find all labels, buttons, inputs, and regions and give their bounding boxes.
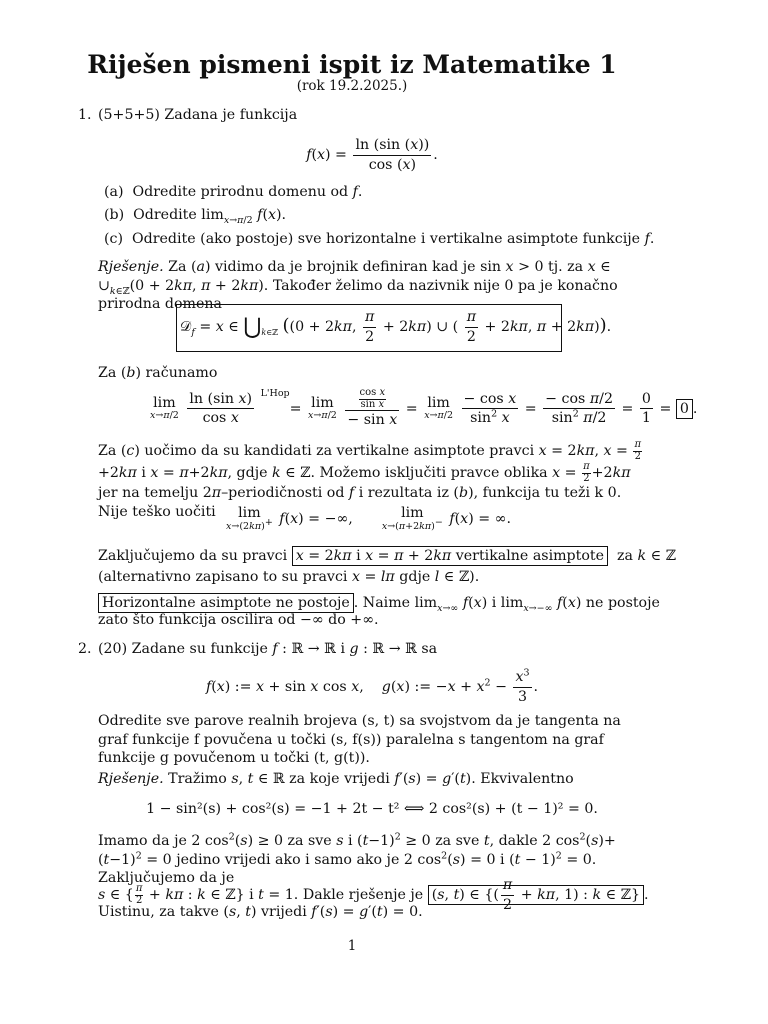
- horizontal-asymptote-box: Horizontalne asimptote ne postoje: [98, 593, 354, 613]
- problem2-functions: f(x) := x + sin x cos x, g(x) := $-x + x^2$ − $\frac{x^3}{3}$ .: [205, 667, 539, 705]
- problem1-function: f(x) = $\frac{\ln (\sin (x))}{\cos (x)}$ .: [306, 137, 438, 173]
- limit-computation: lim x→π/2 $\frac{\text{ln (sin x)}}{\text{cos x}}$ $^{L'Hop}$= lim x→π/2 $\frac{\frac{\text{cos x}}{\text{sin x}}}{\text{− sin x}}$ = lim x→π/2 $\frac{\text{− cos x}}{\sin^2 x}$ = $\frac{\text{− cos π/2}}{\sin^2 \pi/2}$ = $\frac{0}{1}$ = 0 .: [150, 387, 698, 428]
- answer-box: (s, t) ∈ {( $\frac{\pi}{2}$ + kπ, 1) : k ∈ ℤ}: [428, 885, 644, 905]
- exam-date: (rok 19.2.2025.): [296, 78, 408, 94]
- oscillation-note: zato što funkcija oscilira od −∞ do +∞.: [98, 612, 379, 628]
- problem2-equation: 1 − sin²(s) + cos²(s) = −1 + 2t − t² ⟺ 2 cos²(s) + (t − 1)² = 0.: [146, 801, 598, 817]
- page-number: 1: [347, 938, 357, 954]
- problem2-solution-intro: Rješenje. Tražimo s, t ∈ ℝ za koje vrijedi f′(s) = g′(t). Ekvivalentno: [98, 771, 574, 787]
- problem1-part-c: (c) Odredite (ako postoje) sve horizontalne i vertikalne asimptote funkcije f.: [104, 231, 655, 247]
- one-sided-limits: lim x→(2kπ)+ f(x) = −∞, lim x→(π+2kπ)− f(x) = ∞.: [226, 505, 511, 532]
- problem1-intro: (5+5+5) Zadana je funkcija: [98, 107, 298, 123]
- domain-formula: 𝒟$_f$ = x ∈ $⋃_{k\in ℤ}$ ((0 + 2kπ, $\frac{\pi}{2}$ + 2kπ) ∪ ( $\frac{\pi}{2}$ + 2kπ, π + 2kπ)).: [180, 309, 612, 345]
- page-title: Riješen pismeni ispit iz Matematike 1: [87, 50, 617, 79]
- problem2-task: Odredite sve parove realnih brojeva (s, t) sa svojstvom da je tangenta na graf funkcije f povučena u točki (s, f(s)) paralelna s tangentom na graf funkcije g povučenom u točki (t, g(t)).: [98, 713, 621, 767]
- problem1-solution-a: Rješenje. Za (a) vidimo da je brojnik definiran kad je sin x > 0 tj. za x ∈ $\cup_{k\in ℤ}(0 + 2k\pi$, π + 2kπ). Također želimo da nazivnik nije 0 pa je konačno prirodna domena: [98, 259, 618, 313]
- problem1-solution-b-intro: Za (b) računamo: [98, 365, 218, 381]
- problem2-intro: (20) Zadane su funkcije f : ℝ → ℝ i g : ℝ → ℝ sa: [98, 641, 438, 657]
- problem2-verification: Uistinu, za takve (s, t) vrijedi f′(s) = g′(t) = 0.: [98, 904, 423, 920]
- vertical-asymptote-conclusion: Zaključujemo da su pravci x = 2kπ i x = π + 2kπ vertikalne asimptote za k ∈ ℤ: [98, 548, 676, 564]
- problem2-solution-text: Imamo da je 2 $\cos^2(s) \ge 0$ za sve s i $(t-1)^2 \ge 0$ za sve t, dakle 2 $\cos^2(s)+(t-1)^2 = 0$ jedino vrijedi ako i samo ako je 2 $\cos^2(s) = 0$ i $(t - 1)^2 = 0$. Zaključujemo da je: [98, 831, 616, 887]
- problem1-number: 1.: [78, 107, 92, 123]
- problem2-answer-line: s ∈ { $\frac{\pi}{2}$ + kπ : k ∈ ℤ} i t = 1. Dakle rješenje je (s, t) ∈ {( $\frac{\pi}{2}$ + kπ, 1) : k ∈ ℤ} .: [98, 877, 649, 913]
- problem1-part-b: (b) Odredite $\lim_{x\to\pi/2} f(x)$.: [104, 207, 287, 226]
- alternative-notation: (alternativno zapisano to su pravci x = lπ gdje l ∈ ℤ).: [98, 569, 480, 585]
- vertical-asymptote-box: x = 2kπ i x = π + 2kπ vertikalne asimptote: [292, 546, 608, 566]
- lhopital-label: L'Hop: [260, 388, 290, 399]
- problem1-solution-c: Za (c) uočimo da su kandidati za vertikalne asimptote pravci x = 2kπ, x = $\frac{\pi}{2}$ +2kπ i x = π+2kπ, gdje k ∈ ℤ. Možemo isključiti pravce oblika x = $\frac{\pi}{2}$ +2kπ jer na temelju 2π–periodičnosti od f i rezultata iz (b), funkcija tu teži k 0. Nije teško uočiti: [98, 439, 642, 520]
- problem1-part-a: (a) Odredite prirodnu domenu od f.: [104, 184, 363, 200]
- limit-result-box: 0: [676, 399, 693, 419]
- horizontal-asymptote-line: Horizontalne asimptote ne postoje . Naime $\lim_{x\to\infty} f(x)$ i $\lim_{x\to-\infty} f(x)$ ne postoje: [98, 594, 658, 613]
- problem2-number: 2.: [78, 641, 92, 657]
